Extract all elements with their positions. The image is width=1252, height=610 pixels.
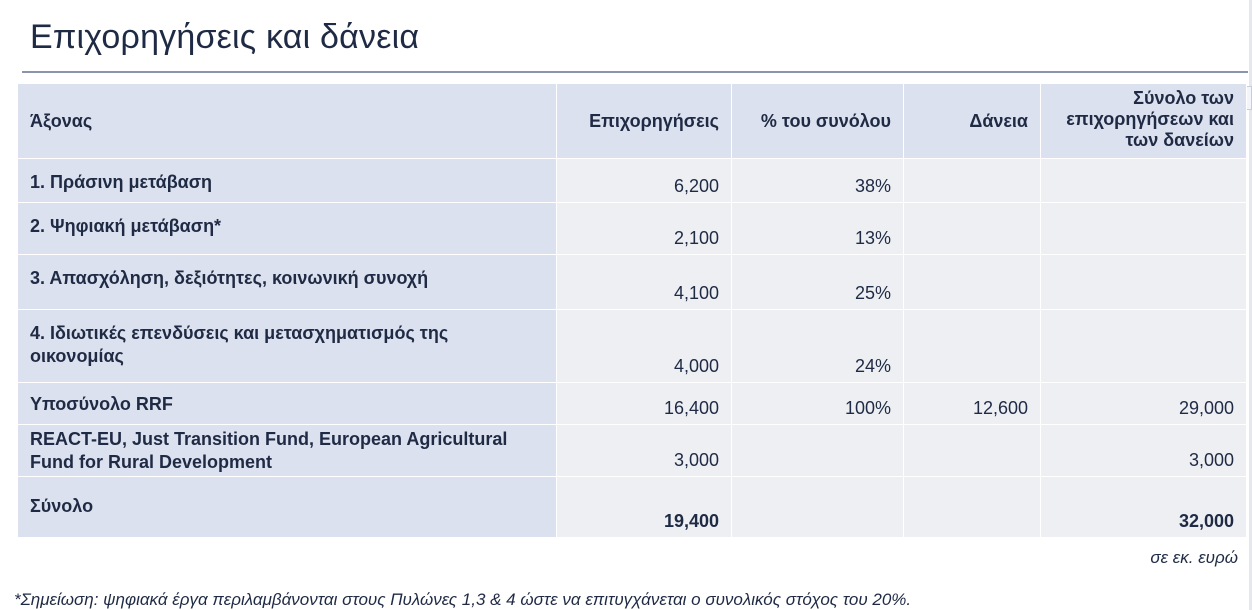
- footnote: *Σημείωση: ψηφιακά έργα περιλαμβάνονται στους Πυλώνες 1,3 & 4 ώστε να επιτυγχάνεται ο συνολικός στόχος του 20%.: [14, 590, 912, 609]
- header-percent-of-total: % του συνόλου: [732, 84, 904, 159]
- cell-grants: 4,100: [557, 255, 732, 310]
- row-label: 1. Πράσινη μετάβαση: [18, 159, 557, 203]
- cell-grants: 19,400: [557, 477, 732, 538]
- cell-percent: [732, 477, 904, 538]
- title-divider: [22, 71, 1248, 73]
- table-row-subtotal: [18, 383, 1247, 425]
- row-label: 2. Ψηφιακή μετάβαση*: [18, 203, 557, 255]
- header-loans: Δάνεια: [904, 84, 1041, 159]
- row-label: 3. Απασχόληση, δεξιότητες, κοινωνική συνοχή: [18, 255, 557, 310]
- cell-percent: [732, 425, 904, 477]
- cell-loans: [904, 310, 1041, 383]
- table-header-row: [18, 84, 1247, 159]
- cell-grants: 16,400: [557, 383, 732, 425]
- page-title: Επιχορηγήσεις και δάνεια: [30, 18, 420, 56]
- row-label: REACT-EU, Just Transition Fund, European Agricultural Fund for Rural Development: [18, 425, 557, 477]
- cell-total: [1041, 159, 1247, 203]
- cell-total: [1041, 255, 1247, 310]
- row-label: 4. Ιδιωτικές επενδύσεις και μετασχηματισμός της οικονομίας: [18, 310, 557, 383]
- cell-percent: 13%: [732, 203, 904, 255]
- table-row-total: [18, 477, 1247, 538]
- cell-total: 32,000: [1041, 477, 1247, 538]
- cell-grants: 4,000: [557, 310, 732, 383]
- cell-percent: 100%: [732, 383, 904, 425]
- table-row: [18, 255, 1247, 310]
- cell-loans: [904, 159, 1041, 203]
- cell-percent: 38%: [732, 159, 904, 203]
- cell-total: [1041, 203, 1247, 255]
- cell-grants: 3,000: [557, 425, 732, 477]
- cell-total: [1041, 310, 1247, 383]
- cell-loans: [904, 255, 1041, 310]
- cell-total: 3,000: [1041, 425, 1247, 477]
- cell-percent: 25%: [732, 255, 904, 310]
- header-grand-total: Σύνολο των επιχορηγήσεων και των δανείων: [1041, 84, 1247, 159]
- cell-grants: 2,100: [557, 203, 732, 255]
- table-row: [18, 310, 1247, 383]
- cell-loans: [904, 203, 1041, 255]
- cell-grants: 6,200: [557, 159, 732, 203]
- row-label: Σύνολο: [18, 477, 557, 538]
- cell-loans: [904, 425, 1041, 477]
- row-label: Υποσύνολο RRF: [18, 383, 557, 425]
- header-axis: Άξονας: [18, 84, 557, 159]
- cell-loans: [904, 477, 1041, 538]
- grants-loans-table: [17, 83, 1247, 538]
- units-note: σε εκ. ευρώ: [1150, 548, 1238, 567]
- cell-total: 29,000: [1041, 383, 1247, 425]
- cell-loans: 12,600: [904, 383, 1041, 425]
- table-row: [18, 425, 1247, 477]
- table-row: [18, 203, 1247, 255]
- header-grants: Επιχορηγήσεις: [557, 84, 732, 159]
- cell-percent: 24%: [732, 310, 904, 383]
- table-row: [18, 159, 1247, 203]
